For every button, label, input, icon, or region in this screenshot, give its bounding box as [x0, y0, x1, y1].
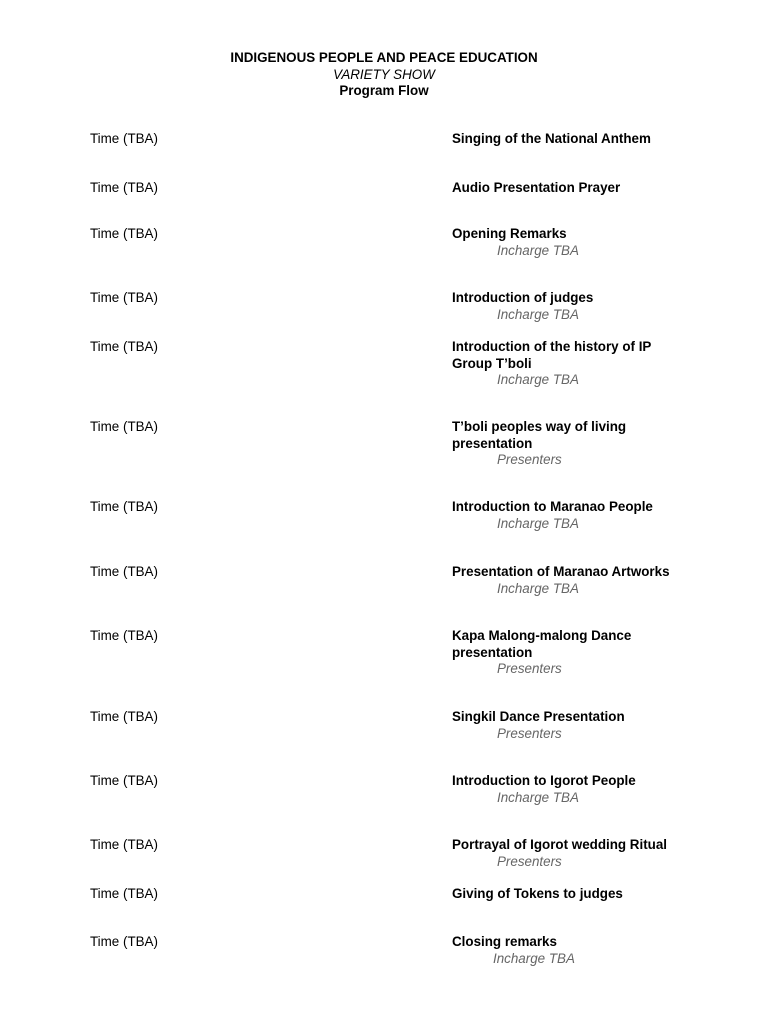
- program-event-incharge: Incharge TBA: [497, 515, 579, 531]
- program-time: Time (TBA): [90, 290, 158, 305]
- program-event-incharge: Incharge TBA: [497, 580, 579, 596]
- program-time: Time (TBA): [90, 180, 158, 195]
- program-event-incharge: Incharge TBA: [493, 950, 575, 966]
- program-event-title: Opening Remarks: [452, 226, 567, 241]
- program-time: Time (TBA): [90, 419, 158, 434]
- program-event-title: Introduction to Maranao People: [452, 499, 653, 514]
- program-event-title: Introduction of judges: [452, 290, 594, 305]
- program-event-incharge: Incharge TBA: [497, 789, 579, 805]
- program-time: Time (TBA): [90, 934, 158, 949]
- program-event-title: Audio Presentation Prayer: [452, 180, 621, 195]
- program-time: Time (TBA): [90, 628, 158, 643]
- program-event-presenters: Presenters: [497, 661, 562, 676]
- program-event-presenters: Presenters: [497, 853, 562, 869]
- program-event-title: Presentation of Maranao Artworks: [452, 564, 670, 579]
- program-time: Time (TBA): [90, 886, 158, 901]
- program-event: [452, 773, 712, 805]
- program-event-incharge: Incharge TBA: [497, 242, 579, 258]
- program-event-presenters: Presenters: [497, 452, 562, 467]
- program-time: Time (TBA): [90, 773, 158, 788]
- program-event: [452, 709, 712, 741]
- program-time: Time (TBA): [90, 131, 158, 146]
- program-time: Time (TBA): [90, 709, 158, 724]
- program-time: Time (TBA): [90, 339, 158, 354]
- program-event-title: Kapa Malong-malong Dance presentation: [452, 628, 632, 660]
- program-event: [452, 290, 712, 322]
- program-event-title: Portrayal of Igorot wedding Ritual: [452, 837, 668, 852]
- program-time: Time (TBA): [90, 564, 158, 579]
- program-event: [452, 837, 752, 869]
- program-event-incharge: Incharge TBA: [497, 372, 579, 387]
- program-event-title: Singing of the National Anthem: [452, 131, 651, 146]
- program-event: [452, 886, 712, 903]
- program-event: [452, 180, 712, 197]
- program-event-title: T’boli peoples way of living presentation: [452, 419, 627, 451]
- program-event: [452, 226, 712, 258]
- program-event-title: Closing remarks: [452, 934, 557, 949]
- program-time: Time (TBA): [90, 226, 158, 241]
- program-event-title: Introduction of the history of IP Group T’boli: [452, 339, 652, 371]
- document-caption: Program Flow: [339, 83, 429, 98]
- program-time: Time (TBA): [90, 837, 158, 852]
- program-event-incharge: Incharge TBA: [497, 306, 579, 322]
- program-event: [452, 564, 752, 596]
- document-header: [0, 50, 768, 100]
- document-subtitle: VARIETY SHOW: [333, 66, 435, 82]
- program-event: [452, 499, 712, 531]
- program-event: [452, 419, 672, 468]
- program-event-presenters: Presenters: [497, 725, 562, 741]
- program-event: [452, 339, 687, 388]
- program-event-title: Giving of Tokens to judges: [452, 886, 623, 901]
- program-event: [452, 628, 667, 677]
- program-event: [452, 131, 712, 148]
- program-event: [452, 934, 712, 966]
- program-event-title: Singkil Dance Presentation: [452, 709, 625, 724]
- program-time: Time (TBA): [90, 499, 158, 514]
- document-title: INDIGENOUS PEOPLE AND PEACE EDUCATION: [230, 50, 538, 65]
- program-event-title: Introduction to Igorot People: [452, 773, 636, 788]
